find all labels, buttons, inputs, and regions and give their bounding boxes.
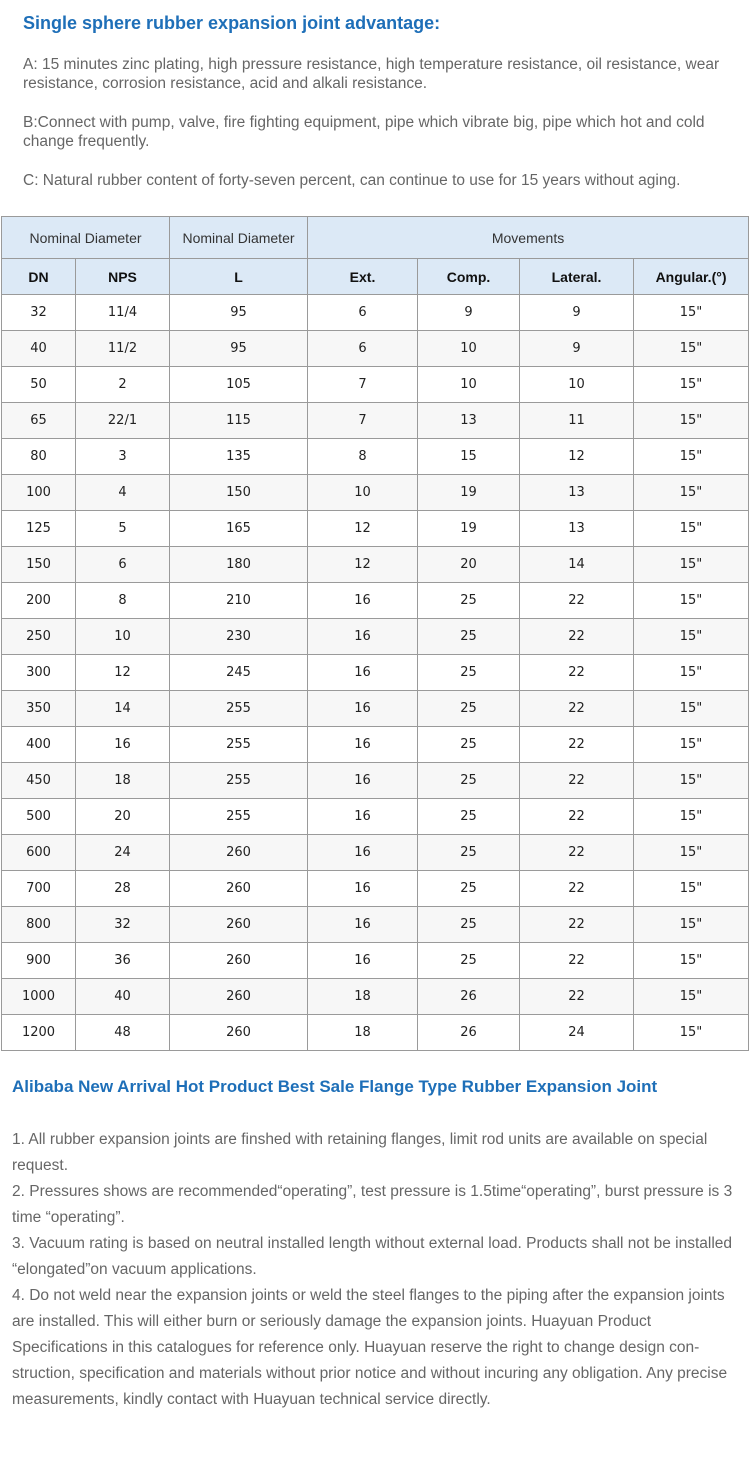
cell-angular: 15" xyxy=(634,331,749,367)
table-group-header-row xyxy=(2,217,749,259)
table-row xyxy=(2,907,749,943)
cell-ext: 10 xyxy=(308,475,418,511)
product-notes xyxy=(12,1127,736,1413)
cell-lateral: 22 xyxy=(520,583,634,619)
cell-angular: 15" xyxy=(634,655,749,691)
cell-nps: 24 xyxy=(76,835,170,871)
advantage-section xyxy=(0,0,750,216)
cell-comp: 26 xyxy=(418,979,520,1015)
cell-comp: 25 xyxy=(418,907,520,943)
cell-lateral: 9 xyxy=(520,295,634,331)
cell-lateral: 22 xyxy=(520,907,634,943)
cell-l: 115 xyxy=(170,403,308,439)
table-row xyxy=(2,943,749,979)
cell-angular: 15" xyxy=(634,799,749,835)
table-row xyxy=(2,763,749,799)
cell-dn: 250 xyxy=(2,619,76,655)
cell-nps: 22/1 xyxy=(76,403,170,439)
cell-lateral: 9 xyxy=(520,331,634,367)
cell-ext: 16 xyxy=(308,727,418,763)
cell-ext: 16 xyxy=(308,871,418,907)
group-header-movements: Movements xyxy=(308,217,749,259)
cell-nps: 6 xyxy=(76,547,170,583)
cell-lateral: 11 xyxy=(520,403,634,439)
column-header-angular: Angular.(°) xyxy=(634,259,749,295)
cell-lateral: 13 xyxy=(520,511,634,547)
cell-comp: 20 xyxy=(418,547,520,583)
cell-l: 230 xyxy=(170,619,308,655)
table-row xyxy=(2,439,749,475)
cell-nps: 16 xyxy=(76,727,170,763)
cell-nps: 2 xyxy=(76,367,170,403)
cell-comp: 25 xyxy=(418,871,520,907)
cell-angular: 15" xyxy=(634,1015,749,1051)
cell-nps: 48 xyxy=(76,1015,170,1051)
cell-dn: 350 xyxy=(2,691,76,727)
cell-angular: 15" xyxy=(634,835,749,871)
table-row xyxy=(2,295,749,331)
advantage-point-c: C: Natural rubber content of forty-seven percent, can continue to use for 15 years without aging. xyxy=(23,172,681,189)
cell-comp: 25 xyxy=(418,583,520,619)
cell-dn: 1000 xyxy=(2,979,76,1015)
cell-nps: 20 xyxy=(76,799,170,835)
table-row xyxy=(2,871,749,907)
cell-nps: 32 xyxy=(76,907,170,943)
cell-comp: 25 xyxy=(418,943,520,979)
cell-lateral: 22 xyxy=(520,979,634,1015)
cell-comp: 25 xyxy=(418,835,520,871)
spec-table xyxy=(1,216,749,1051)
cell-ext: 16 xyxy=(308,655,418,691)
cell-ext: 16 xyxy=(308,763,418,799)
cell-angular: 15" xyxy=(634,763,749,799)
cell-l: 255 xyxy=(170,691,308,727)
cell-dn: 125 xyxy=(2,511,76,547)
cell-dn: 100 xyxy=(2,475,76,511)
cell-nps: 28 xyxy=(76,871,170,907)
product-note: 3. Vacuum rating is based on neutral installed length without external load. Products shall not be installed “elongated”on vacuum applications. xyxy=(12,1235,733,1278)
cell-ext: 7 xyxy=(308,403,418,439)
cell-ext: 6 xyxy=(308,295,418,331)
product-note: 1. All rubber expansion joints are finshed with retaining flanges, limit rod units are available on special request. xyxy=(12,1131,708,1174)
cell-dn: 150 xyxy=(2,547,76,583)
cell-ext: 8 xyxy=(308,439,418,475)
cell-dn: 50 xyxy=(2,367,76,403)
cell-ext: 16 xyxy=(308,691,418,727)
table-row xyxy=(2,583,749,619)
cell-l: 260 xyxy=(170,1015,308,1051)
cell-ext: 12 xyxy=(308,511,418,547)
cell-dn: 900 xyxy=(2,943,76,979)
cell-ext: 6 xyxy=(308,331,418,367)
cell-lateral: 22 xyxy=(520,655,634,691)
cell-dn: 700 xyxy=(2,871,76,907)
cell-comp: 9 xyxy=(418,295,520,331)
cell-l: 210 xyxy=(170,583,308,619)
cell-angular: 15" xyxy=(634,943,749,979)
cell-comp: 26 xyxy=(418,1015,520,1051)
cell-ext: 16 xyxy=(308,799,418,835)
cell-comp: 19 xyxy=(418,511,520,547)
cell-angular: 15" xyxy=(634,367,749,403)
cell-l: 95 xyxy=(170,331,308,367)
cell-dn: 32 xyxy=(2,295,76,331)
cell-l: 135 xyxy=(170,439,308,475)
advantage-point-b: B:Connect with pump, valve, fire fighting equipment, pipe which vibrate big, pipe which hot and cold change frequently. xyxy=(23,114,705,150)
product-note: 2. Pressures shows are recommended“operating”, test pressure is 1.5time“operating”, burst pressure is 3 time “operating”. xyxy=(12,1183,733,1226)
cell-nps: 18 xyxy=(76,763,170,799)
cell-dn: 40 xyxy=(2,331,76,367)
cell-nps: 11/4 xyxy=(76,295,170,331)
table-row xyxy=(2,835,749,871)
cell-nps: 4 xyxy=(76,475,170,511)
cell-angular: 15" xyxy=(634,979,749,1015)
cell-l: 260 xyxy=(170,979,308,1015)
cell-comp: 15 xyxy=(418,439,520,475)
cell-nps: 5 xyxy=(76,511,170,547)
table-row xyxy=(2,331,749,367)
cell-l: 260 xyxy=(170,835,308,871)
cell-l: 180 xyxy=(170,547,308,583)
cell-dn: 200 xyxy=(2,583,76,619)
cell-angular: 15" xyxy=(634,691,749,727)
cell-lateral: 22 xyxy=(520,763,634,799)
cell-l: 255 xyxy=(170,727,308,763)
table-row xyxy=(2,799,749,835)
cell-dn: 450 xyxy=(2,763,76,799)
advantage-point-a: A: 15 minutes zinc plating, high pressure resistance, high temperature resistance, oil resistance, wear resistance, corrosion resistance, acid and alkali resistance. xyxy=(23,56,720,92)
product-note: 4. Do not weld near the expansion joints or weld the steel flanges to the piping after the expansion joints are installed. This will either burn or seriously damage the expansion joints. Huayuan Product Specifications in this catalogues for reference only. Huayuan reserve the right to change design con-struction, specification and materials without prior notice and without incuring any obligation. Any precise measurements, kindly contact with Huayuan technical service directly. xyxy=(12,1287,728,1408)
table-row xyxy=(2,475,749,511)
cell-lateral: 24 xyxy=(520,1015,634,1051)
column-header-l: L xyxy=(170,259,308,295)
cell-comp: 13 xyxy=(418,403,520,439)
cell-ext: 18 xyxy=(308,979,418,1015)
cell-nps: 40 xyxy=(76,979,170,1015)
cell-comp: 25 xyxy=(418,655,520,691)
cell-lateral: 10 xyxy=(520,367,634,403)
table-row xyxy=(2,619,749,655)
cell-ext: 12 xyxy=(308,547,418,583)
cell-lateral: 12 xyxy=(520,439,634,475)
cell-l: 260 xyxy=(170,943,308,979)
cell-lateral: 22 xyxy=(520,799,634,835)
cell-nps: 3 xyxy=(76,439,170,475)
product-title: Alibaba New Arrival Hot Product Best Sale Flange Type Rubber Expansion Joint xyxy=(12,1077,658,1096)
cell-dn: 1200 xyxy=(2,1015,76,1051)
cell-lateral: 13 xyxy=(520,475,634,511)
cell-lateral: 22 xyxy=(520,691,634,727)
cell-dn: 400 xyxy=(2,727,76,763)
cell-angular: 15" xyxy=(634,511,749,547)
cell-l: 255 xyxy=(170,799,308,835)
cell-lateral: 14 xyxy=(520,547,634,583)
cell-comp: 25 xyxy=(418,619,520,655)
cell-dn: 600 xyxy=(2,835,76,871)
cell-comp: 10 xyxy=(418,367,520,403)
cell-nps: 10 xyxy=(76,619,170,655)
cell-l: 260 xyxy=(170,907,308,943)
group-header-nominal-diameter: Nominal Diameter xyxy=(2,217,170,259)
column-header-comp: Comp. xyxy=(418,259,520,295)
column-header-ext: Ext. xyxy=(308,259,418,295)
cell-comp: 19 xyxy=(418,475,520,511)
cell-angular: 15" xyxy=(634,475,749,511)
cell-dn: 80 xyxy=(2,439,76,475)
cell-ext: 16 xyxy=(308,943,418,979)
cell-comp: 25 xyxy=(418,763,520,799)
cell-angular: 15" xyxy=(634,871,749,907)
cell-ext: 7 xyxy=(308,367,418,403)
cell-comp: 25 xyxy=(418,799,520,835)
table-row xyxy=(2,511,749,547)
cell-l: 150 xyxy=(170,475,308,511)
cell-ext: 16 xyxy=(308,583,418,619)
cell-nps: 12 xyxy=(76,655,170,691)
cell-angular: 15" xyxy=(634,907,749,943)
cell-comp: 25 xyxy=(418,691,520,727)
cell-dn: 300 xyxy=(2,655,76,691)
table-row xyxy=(2,727,749,763)
cell-lateral: 22 xyxy=(520,727,634,763)
cell-dn: 800 xyxy=(2,907,76,943)
cell-comp: 25 xyxy=(418,727,520,763)
cell-angular: 15" xyxy=(634,403,749,439)
cell-lateral: 22 xyxy=(520,835,634,871)
cell-lateral: 22 xyxy=(520,619,634,655)
cell-angular: 15" xyxy=(634,547,749,583)
table-row xyxy=(2,979,749,1015)
cell-ext: 16 xyxy=(308,619,418,655)
cell-nps: 36 xyxy=(76,943,170,979)
cell-ext: 16 xyxy=(308,907,418,943)
cell-angular: 15" xyxy=(634,295,749,331)
table-column-header-row xyxy=(2,259,749,295)
cell-angular: 15" xyxy=(634,583,749,619)
cell-l: 255 xyxy=(170,763,308,799)
table-row xyxy=(2,403,749,439)
cell-l: 165 xyxy=(170,511,308,547)
column-header-nps: NPS xyxy=(76,259,170,295)
cell-l: 245 xyxy=(170,655,308,691)
cell-nps: 11/2 xyxy=(76,331,170,367)
column-header-dn: DN xyxy=(2,259,76,295)
cell-l: 105 xyxy=(170,367,308,403)
group-header-nominal-diameter-l: Nominal Diameter xyxy=(170,217,308,259)
cell-nps: 8 xyxy=(76,583,170,619)
table-row xyxy=(2,547,749,583)
table-row xyxy=(2,691,749,727)
cell-angular: 15" xyxy=(634,619,749,655)
spec-table-body xyxy=(2,295,749,1051)
table-row xyxy=(2,367,749,403)
table-row xyxy=(2,655,749,691)
advantage-title: Single sphere rubber expansion joint advantage: xyxy=(23,13,441,33)
cell-lateral: 22 xyxy=(520,943,634,979)
column-header-lateral: Lateral. xyxy=(520,259,634,295)
cell-angular: 15" xyxy=(634,439,749,475)
cell-nps: 14 xyxy=(76,691,170,727)
cell-dn: 65 xyxy=(2,403,76,439)
cell-dn: 500 xyxy=(2,799,76,835)
cell-l: 95 xyxy=(170,295,308,331)
cell-ext: 18 xyxy=(308,1015,418,1051)
cell-comp: 10 xyxy=(418,331,520,367)
cell-l: 260 xyxy=(170,871,308,907)
cell-lateral: 22 xyxy=(520,871,634,907)
cell-angular: 15" xyxy=(634,727,749,763)
table-row xyxy=(2,1015,749,1051)
cell-ext: 16 xyxy=(308,835,418,871)
